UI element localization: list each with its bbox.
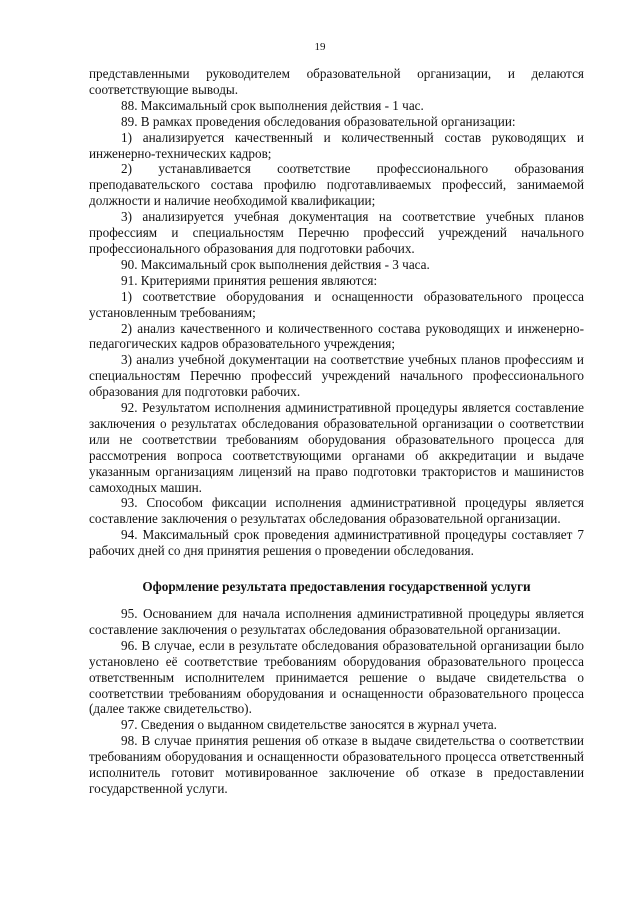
paragraphs-before-heading: [89, 66, 584, 559]
paragraph: 96. В случае, если в результате обследования образовательной организации было установлено её соответствие требованиям оборудования образовательного процесса ответственным исполнителем принимается решение о выдаче свидетельства о соответствии требованиям оборудования и оснащенности образовательного процесса (далее также свидетельство).: [89, 637, 584, 717]
section-heading: Оформление результата предоставления государственной услуги: [142, 579, 531, 595]
paragraph: 92. Результатом исполнения административной процедуры является составление заключения о результатах обследования образовательной организации о соответствии или не соответствии требованиям оборудования образовательного процесса для рассмотрения вопроса соответствующими органами об аккредитации и выдаче указанным организациям лицензий на право подготовки трактористов и машинистов самоходных машин.: [89, 400, 584, 495]
paragraph: 94. Максимальный срок проведения административной процедуры составляет 7 рабочих дней со дня принятия решения о проведении обследования.: [89, 527, 584, 559]
paragraph: 2) анализ качественного и количественного состава руководящих и инженерно-педагогических кадров образовательного учреждения;: [89, 320, 584, 352]
paragraph: представленными руководителем образовательной организации, и делаются соответствующие выводы.: [89, 66, 584, 97]
paragraph: 1) соответствие оборудования и оснащенности образовательного процесса установленным требованиям;: [89, 288, 584, 320]
paragraph: 93. Способом фиксации исполнения административной процедуры является составление заключения о результатах обследования образовательной организации.: [89, 495, 584, 527]
paragraph: 91. Критериями принятия решения являются:: [121, 272, 378, 288]
paragraph: 2) устанавливается соответствие профессионального образования преподавательского состава профилю подготавливаемых профессий, занимаемой должности и наличие необходимой квалификации;: [89, 161, 584, 209]
paragraph: 89. В рамках проведения обследования образовательной организации:: [121, 113, 516, 129]
paragraph: 95. Основанием для начала исполнения административной процедуры является составление заключения о результатах обследования образовательной организации.: [89, 606, 584, 637]
paragraph: 1) анализируется качественный и количественный состав руководящих и инженерно-технических кадров;: [89, 129, 584, 161]
paragraph: 98. В случае принятия решения об отказе в выдаче свидетельства о соответствии требованиям оборудования и оснащенности образовательного процесса ответственный исполнитель готовит мотивированное заключение об отказе в предоставлении государственной услуги.: [89, 733, 584, 796]
paragraphs-after-heading: [89, 606, 584, 797]
paragraph: 3) анализ учебной документации на соответствие учебных планов профессиям и специальностям Перечню профессий учреждений начального профессионального образования для подготовки рабочих.: [89, 352, 584, 400]
paragraph: 97. Сведения о выданном свидетельстве заносятся в журнал учета.: [121, 717, 497, 733]
page-number: 19: [314, 41, 326, 53]
paragraph: 90. Максимальный срок выполнения действия - 3 часа.: [121, 256, 430, 272]
document-body: [89, 66, 584, 797]
paragraph: 3) анализируется учебная документация на соответствие учебных планов профессиям и специальностям Перечню профессий учреждений начального профессионального образования для подготовки рабочих.: [89, 209, 584, 256]
paragraph: 88. Максимальный срок выполнения действия - 1 час.: [121, 97, 424, 113]
